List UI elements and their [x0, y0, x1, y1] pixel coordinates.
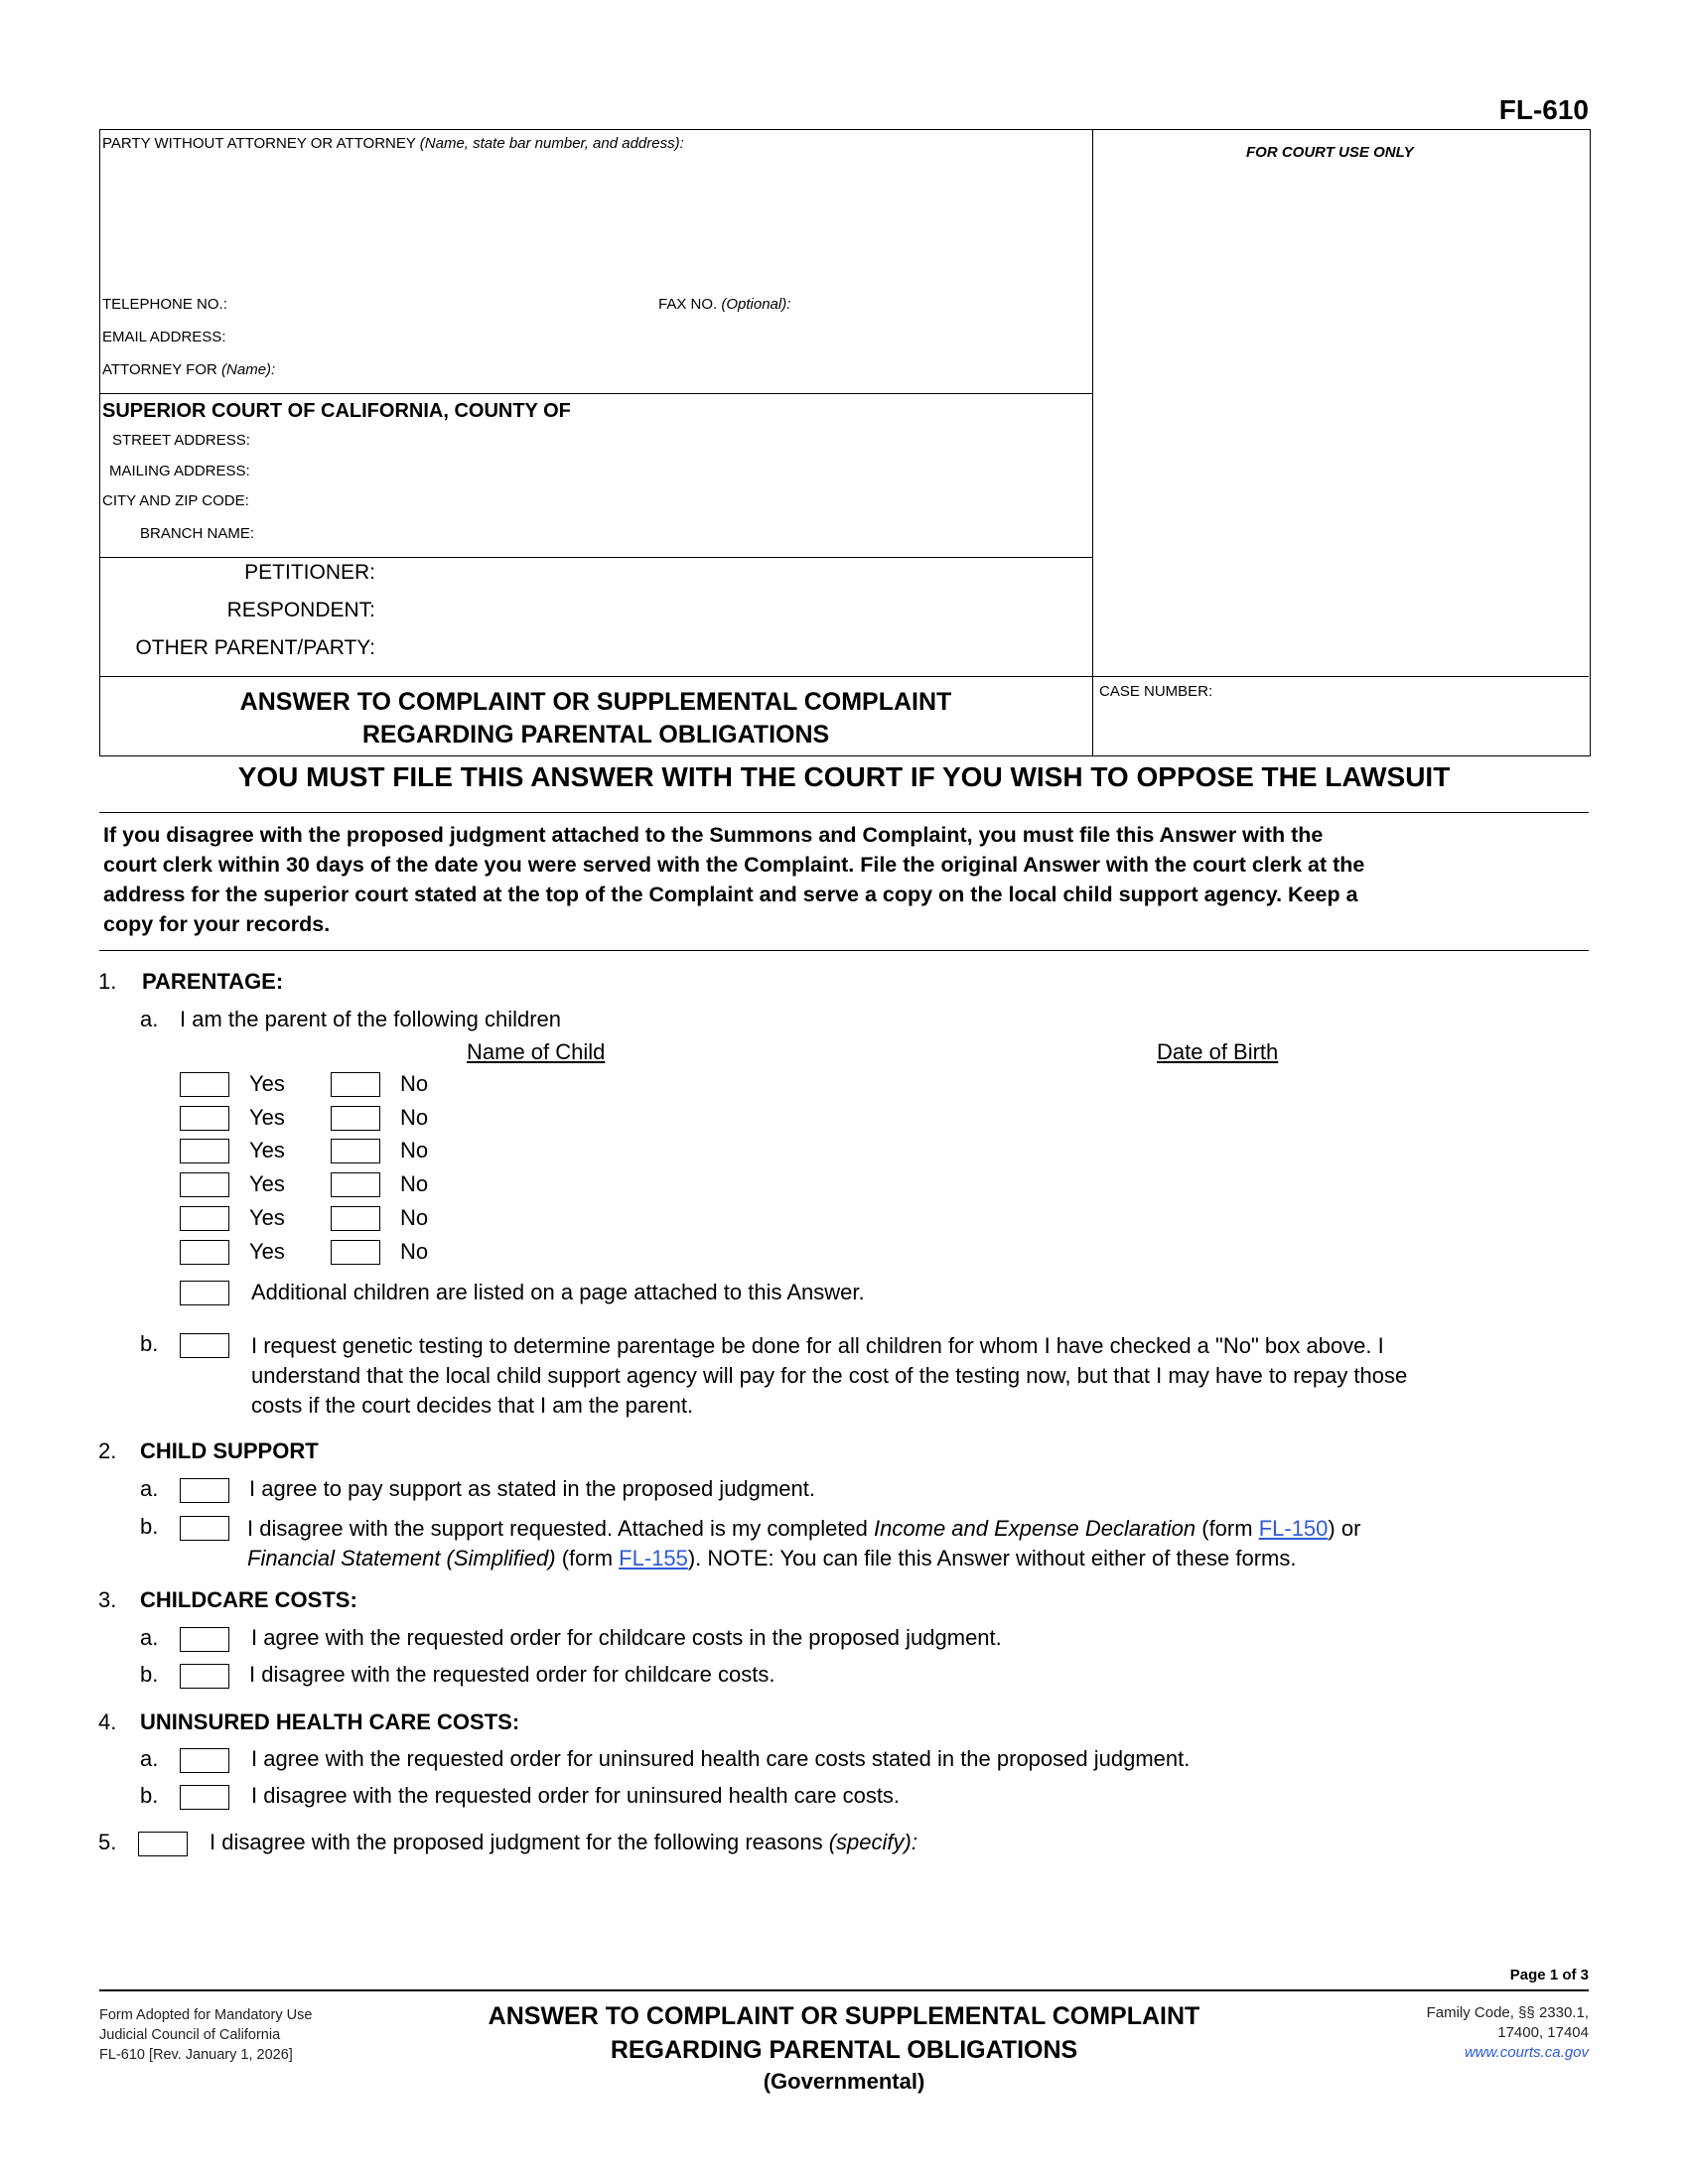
yes-label: Yes — [249, 1138, 285, 1162]
agree-health-text: I agree with the requested order for uninsured health care costs stated in the proposed judgment. — [251, 1746, 1191, 1771]
email-label: EMAIL ADDRESS: — [102, 329, 226, 345]
caption-rule-1 — [99, 393, 1092, 394]
section4a-letter: a. — [140, 1746, 159, 1771]
warning-rule-bottom — [99, 950, 1589, 951]
fl-150-link[interactable]: FL-150 — [1258, 1516, 1329, 1541]
name-of-child-header: Name of Child — [467, 1039, 606, 1064]
section3a-letter: a. — [140, 1625, 159, 1650]
section2-number: 2. — [98, 1438, 117, 1463]
no-checkbox[interactable] — [331, 1240, 380, 1265]
no-label: No — [400, 1205, 429, 1230]
genetic-testing-checkbox[interactable] — [180, 1333, 229, 1358]
yes-label: Yes — [249, 1171, 285, 1196]
case-number-label: CASE NUMBER: — [1099, 683, 1213, 700]
section1-number: 1. — [98, 969, 117, 994]
section1b-letter: b. — [140, 1331, 159, 1356]
courts-website-link[interactable]: www.courts.ca.gov — [1464, 2044, 1589, 2061]
respondent-label: RESPONDENT: — [226, 599, 375, 621]
footer-citation: Family Code, §§ 2330.1, 17400, 17404 www.courts.ca.gov — [1426, 2004, 1589, 2061]
footer-title: ANSWER TO COMPLAINT OR SUPPLEMENTAL COMPLAINT REGARDING PARENTAL OBLIGATIONS (Governmental) — [488, 2002, 1200, 2094]
court-use-label: FOR COURT USE ONLY — [1246, 144, 1414, 161]
no-label: No — [400, 1239, 429, 1264]
no-checkbox[interactable] — [331, 1106, 380, 1131]
caption-divider — [1092, 129, 1093, 755]
instructions: If you disagree with the proposed judgment attached to the Summons and Complaint, you must file this Answer with the court clerk within 30 days of the date you were served with the Complaint. File the original Answer with the court clerk at the address for the superior court stated at the top of the Complaint and serve a copy on the local child support agency. Keep a copy for your records. — [103, 823, 1365, 936]
additional-children-checkbox[interactable] — [180, 1281, 229, 1305]
yes-label: Yes — [249, 1239, 285, 1264]
section3-heading: CHILDCARE COSTS: — [140, 1587, 357, 1612]
footer-adoption-info: Form Adopted for Mandatory Use Judicial Council of California FL-610 [Rev. January 1, 2026] — [99, 2007, 313, 2063]
disagree-childcare-checkbox[interactable] — [180, 1664, 229, 1689]
disagree-reasons-checkbox[interactable] — [138, 1832, 188, 1856]
section3b-letter: b. — [140, 1662, 159, 1687]
yes-checkbox[interactable] — [180, 1172, 229, 1197]
section2a-letter: a. — [140, 1476, 159, 1501]
other-party-label: OTHER PARENT/PARTY: — [135, 636, 375, 659]
city-label: CITY AND ZIP CODE: — [102, 492, 249, 509]
no-label: No — [400, 1138, 429, 1162]
disagree-support-text: I disagree with the support requested. Attached is my completed Income and Expense Declaration (form FL-150) or Financial Statement (Simplified) (form FL-155). NOTE: You can file this Answer without either of these forms. — [247, 1516, 1361, 1570]
yes-checkbox[interactable] — [180, 1072, 229, 1097]
no-label: No — [400, 1071, 429, 1096]
no-label: No — [400, 1105, 429, 1130]
date-of-birth-header: Date of Birth — [1157, 1039, 1279, 1064]
warning-rule-top — [99, 812, 1589, 813]
disagree-childcare-text: I disagree with the requested order for childcare costs. — [249, 1662, 775, 1687]
form-number: FL-610 — [1498, 94, 1589, 125]
footer-rule — [99, 1989, 1589, 1991]
yes-label: Yes — [249, 1205, 285, 1230]
fax-label: FAX NO. (Optional): — [658, 296, 791, 313]
section4-number: 4. — [98, 1709, 117, 1734]
petitioner-label: PETITIONER: — [244, 561, 375, 584]
additional-children-text: Additional children are listed on a page attached to this Answer. — [251, 1280, 865, 1304]
section4b-letter: b. — [140, 1783, 159, 1808]
section2b-letter: b. — [140, 1514, 159, 1539]
form-title: ANSWER TO COMPLAINT OR SUPPLEMENTAL COMPLAINT REGARDING PARENTAL OBLIGATIONS — [239, 688, 952, 749]
section2-heading: CHILD SUPPORT — [140, 1438, 319, 1463]
attorney-for-label: ATTORNEY FOR (Name): — [102, 361, 276, 378]
genetic-testing-text: I request genetic testing to determine parentage be done for all children for whom I have checked a "No" box above. I understand that the local child support agency will pay for the cost of the testing now, but that I may have to repay those costs if the court decides that I am the parent. — [251, 1333, 1408, 1418]
section3-number: 3. — [98, 1587, 117, 1612]
section4-heading: UNINSURED HEALTH CARE COSTS: — [140, 1709, 520, 1734]
section1-heading: PARENTAGE: — [142, 969, 284, 994]
disagree-support-checkbox[interactable] — [180, 1516, 229, 1541]
caption-rule-3 — [99, 676, 1589, 677]
yes-label: Yes — [249, 1105, 285, 1130]
yes-label: Yes — [249, 1071, 285, 1096]
disagree-health-text: I disagree with the requested order for uninsured health care costs. — [251, 1783, 901, 1808]
page-number: Page 1 of 3 — [1509, 1967, 1589, 1983]
no-label: No — [400, 1171, 429, 1196]
caption-rule-2 — [99, 557, 1092, 558]
no-checkbox[interactable] — [331, 1139, 380, 1163]
agree-support-text: I agree to pay support as stated in the proposed judgment. — [249, 1476, 815, 1501]
telephone-label: TELEPHONE NO.: — [102, 296, 227, 313]
agree-support-checkbox[interactable] — [180, 1478, 229, 1503]
mailing-label: MAILING ADDRESS: — [109, 463, 250, 479]
yes-checkbox[interactable] — [180, 1206, 229, 1231]
warning-heading: YOU MUST FILE THIS ANSWER WITH THE COURT IF YOU WISH TO OPPOSE THE LAWSUIT — [237, 761, 1451, 792]
disagree-reasons-text: I disagree with the proposed judgment for the following reasons (specify): — [210, 1830, 917, 1854]
party-label: PARTY WITHOUT ATTORNEY OR ATTORNEY (Name, state bar number, and address): — [102, 135, 684, 152]
yes-checkbox[interactable] — [180, 1106, 229, 1131]
branch-label: BRANCH NAME: — [140, 525, 255, 542]
street-label: STREET ADDRESS: — [112, 432, 250, 449]
court-title: SUPERIOR COURT OF CALIFORNIA, COUNTY OF — [102, 400, 571, 422]
agree-childcare-text: I agree with the requested order for childcare costs in the proposed judgment. — [251, 1625, 1002, 1650]
caption-frame — [99, 129, 1591, 756]
section1a-text: I am the parent of the following children — [180, 1007, 562, 1031]
no-checkbox[interactable] — [331, 1072, 380, 1097]
disagree-health-checkbox[interactable] — [180, 1785, 229, 1810]
yes-checkbox[interactable] — [180, 1139, 229, 1163]
yes-checkbox[interactable] — [180, 1240, 229, 1265]
no-checkbox[interactable] — [331, 1206, 380, 1231]
section1a-letter: a. — [140, 1007, 159, 1031]
agree-health-checkbox[interactable] — [180, 1748, 229, 1773]
no-checkbox[interactable] — [331, 1172, 380, 1197]
section5-number: 5. — [98, 1830, 117, 1854]
fl-155-link[interactable]: FL-155 — [619, 1546, 688, 1570]
agree-childcare-checkbox[interactable] — [180, 1627, 229, 1652]
